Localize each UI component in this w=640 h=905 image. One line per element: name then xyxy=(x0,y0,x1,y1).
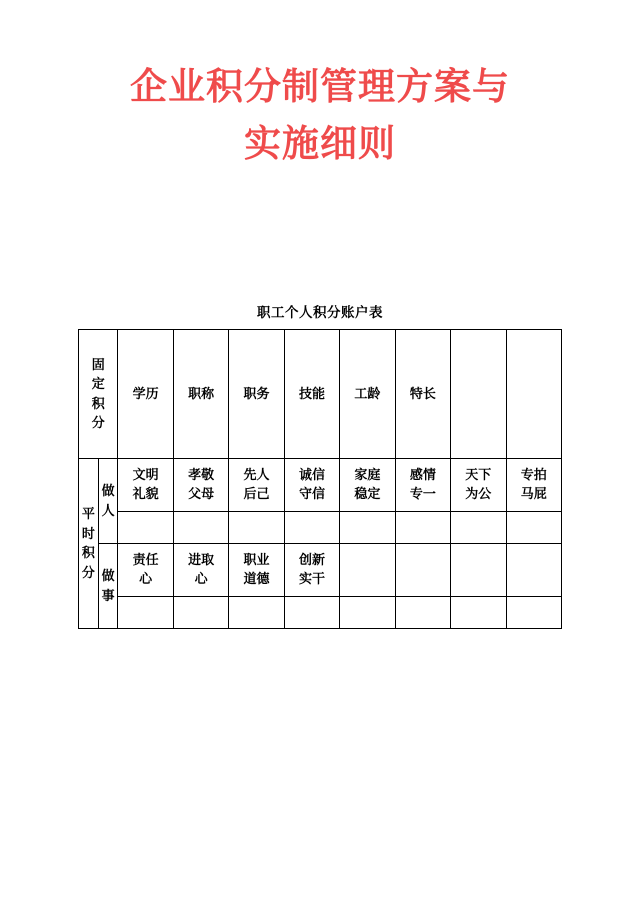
page-title-line-1: 企业积分制管理方案与 xyxy=(130,66,510,107)
subgroup-char: 做 xyxy=(101,483,115,499)
table-cell xyxy=(395,458,450,511)
table-cell-line: 为公 xyxy=(465,485,492,501)
table-cell xyxy=(173,596,228,628)
table-cell xyxy=(229,543,284,596)
table-cell-line: 稳定 xyxy=(354,485,381,501)
table-cell-line: 专一 xyxy=(409,485,436,501)
group-char: 定 xyxy=(91,376,105,392)
table-cell-line: 后己 xyxy=(243,485,270,501)
table-cell xyxy=(506,458,562,511)
table-cell-line: 责任 xyxy=(132,551,159,567)
table-cell xyxy=(451,543,506,596)
group-char: 固 xyxy=(91,356,105,372)
page-title xyxy=(0,0,640,173)
row-group-fixed-score xyxy=(79,329,118,458)
table-cell xyxy=(118,596,173,628)
table-cell-line: 文明 xyxy=(132,466,159,482)
table-cell xyxy=(118,543,173,596)
group-char: 平 xyxy=(81,506,95,522)
group-char: 积 xyxy=(91,395,105,411)
table-cell xyxy=(340,543,395,596)
table-cell xyxy=(506,596,562,628)
score-table xyxy=(78,329,562,629)
table-cell xyxy=(229,596,284,628)
table-cell-line: 进取 xyxy=(188,551,215,567)
table-cell-line: 感情 xyxy=(409,466,436,482)
table-cell xyxy=(506,511,562,543)
table-cell xyxy=(118,511,173,543)
table-row xyxy=(79,543,562,596)
table-cell-line: 心 xyxy=(194,570,208,586)
table-cell xyxy=(451,511,506,543)
subgroup-char: 做 xyxy=(101,568,115,584)
table-cell xyxy=(229,511,284,543)
table-row xyxy=(79,329,562,458)
table-cell-line: 职业 xyxy=(243,551,270,567)
table-cell xyxy=(284,543,339,596)
table-cell-line: 先人 xyxy=(243,466,270,482)
row-subgroup-conduct xyxy=(98,458,118,543)
table-cell xyxy=(340,511,395,543)
row-subgroup-work xyxy=(98,543,118,628)
table-cell xyxy=(395,511,450,543)
page-title-line-2: 实施细则 xyxy=(244,123,396,165)
group-char: 积 xyxy=(81,545,95,561)
table-cell: 学历 xyxy=(118,329,173,458)
table-cell-line: 家庭 xyxy=(354,466,381,482)
table-cell xyxy=(395,543,450,596)
subgroup-char: 事 xyxy=(101,587,115,603)
group-char: 分 xyxy=(81,564,95,580)
table-cell xyxy=(284,596,339,628)
table-cell xyxy=(506,543,562,596)
table-cell: 特长 xyxy=(395,329,450,458)
table-cell-line: 天下 xyxy=(465,466,492,482)
table-cell xyxy=(451,329,506,458)
table-cell-line: 诚信 xyxy=(298,466,325,482)
table-cell xyxy=(284,458,339,511)
table-cell-line: 守信 xyxy=(298,485,325,501)
table-cell: 职称 xyxy=(173,329,228,458)
table-cell xyxy=(340,596,395,628)
table-cell-line: 创新 xyxy=(298,551,325,567)
table-cell: 工龄 xyxy=(340,329,395,458)
table-cell xyxy=(173,543,228,596)
table-cell: 技能 xyxy=(284,329,339,458)
table-row xyxy=(79,596,562,628)
table-cell-line: 专拍 xyxy=(520,466,547,482)
table-cell-line: 孝敬 xyxy=(188,466,215,482)
table-cell xyxy=(451,596,506,628)
row-group-daily-score xyxy=(79,458,99,628)
table-cell-line: 心 xyxy=(139,570,153,586)
table-cell xyxy=(451,458,506,511)
table-cell xyxy=(395,596,450,628)
table-caption: 职工个人积分账户表 xyxy=(257,304,383,320)
table-row xyxy=(79,511,562,543)
table-cell xyxy=(506,329,562,458)
group-char: 时 xyxy=(81,525,95,541)
table-cell xyxy=(340,458,395,511)
table-cell xyxy=(173,511,228,543)
table-cell xyxy=(229,458,284,511)
table-cell-line: 父母 xyxy=(188,485,215,501)
table-cell-line: 实干 xyxy=(298,570,325,586)
table-cell xyxy=(284,511,339,543)
table-cell-line: 礼貌 xyxy=(132,485,159,501)
table-row xyxy=(79,458,562,511)
table-cell xyxy=(173,458,228,511)
table-cell: 职务 xyxy=(229,329,284,458)
subgroup-char: 人 xyxy=(101,502,115,518)
table-cell-line: 道德 xyxy=(243,570,270,586)
group-char: 分 xyxy=(91,415,105,431)
table-cell xyxy=(118,458,173,511)
table-cell-line: 马屁 xyxy=(520,485,547,501)
score-table-container xyxy=(78,329,562,629)
